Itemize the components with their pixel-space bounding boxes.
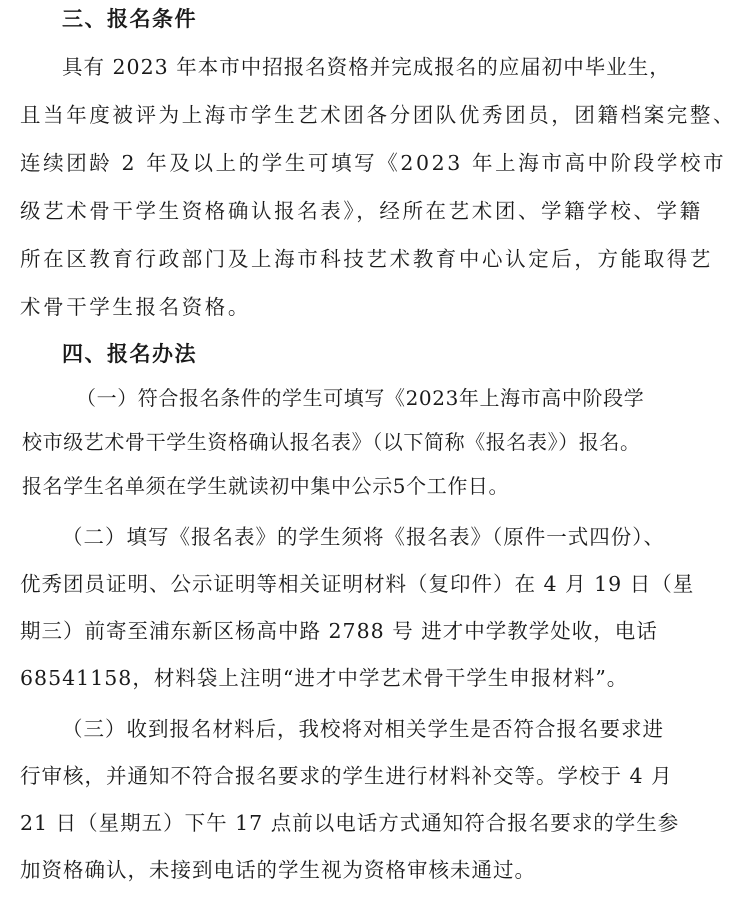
section-3-line-2: 且当年度被评为上海市学生艺术团各分团队优秀团员，团籍档案完整、: [20, 103, 737, 127]
item-1-line-2: 校市级艺术骨干学生资格确认报名表》（以下简称《报名表》）报名。: [22, 430, 641, 454]
item-2-line-4: 68541158，材料袋上注明“进才中学艺术骨干学生申报材料”。: [20, 666, 629, 690]
section-4-heading: 四、报名办法: [62, 342, 197, 366]
item-1-line-3: 报名学生名单须在学生就读初中集中公示5个工作日。: [22, 474, 510, 498]
section-3-heading: 三、报名条件: [62, 7, 197, 31]
section-3-line-1: 具有 2023 年本市中招报名资格并完成报名的应届初中毕业生，: [62, 55, 671, 79]
item-3-line-3: 21 日（星期五）下午 17 点前以电话方式通知符合报名要求的学生参: [20, 811, 680, 835]
section-3-line-5: 所在区教育行政部门及上海市科技艺术教育中心认定后，方能取得艺: [20, 247, 713, 271]
item-2-line-3: 期三）前寄至浦东新区杨高中路 2788 号 进才中学教学处收，电话: [20, 619, 658, 643]
item-2-line-2: 优秀团员证明、公示证明等相关证明材料（复印件）在 4 月 19 日（星: [20, 572, 695, 596]
section-3-line-3: 连续团龄 2 年及以上的学生可填写《2023 年上海市高中阶段学校市: [20, 151, 727, 175]
item-1-line-1: （一）符合报名条件的学生可填写《2023年上海市高中阶段学: [76, 386, 645, 410]
item-3-line-4: 加资格确认，未接到电话的学生视为资格审核未通过。: [20, 858, 536, 882]
item-3-line-1: （三）收到报名材料后，我校将对相关学生是否符合报名要求进: [62, 717, 664, 741]
section-3-line-4: 级艺术骨干学生资格确认报名表》，经所在艺术团、学籍学校、学籍: [20, 199, 703, 223]
item-2-line-1: （二）填写《报名表》的学生须将《报名表》（原件一式四份）、: [62, 525, 665, 549]
section-3-line-6: 术骨干学生报名资格。: [20, 295, 251, 319]
item-3-line-2: 行审核，并通知不符合报名要求的学生进行材料补交等。学校于 4 月: [20, 764, 673, 788]
